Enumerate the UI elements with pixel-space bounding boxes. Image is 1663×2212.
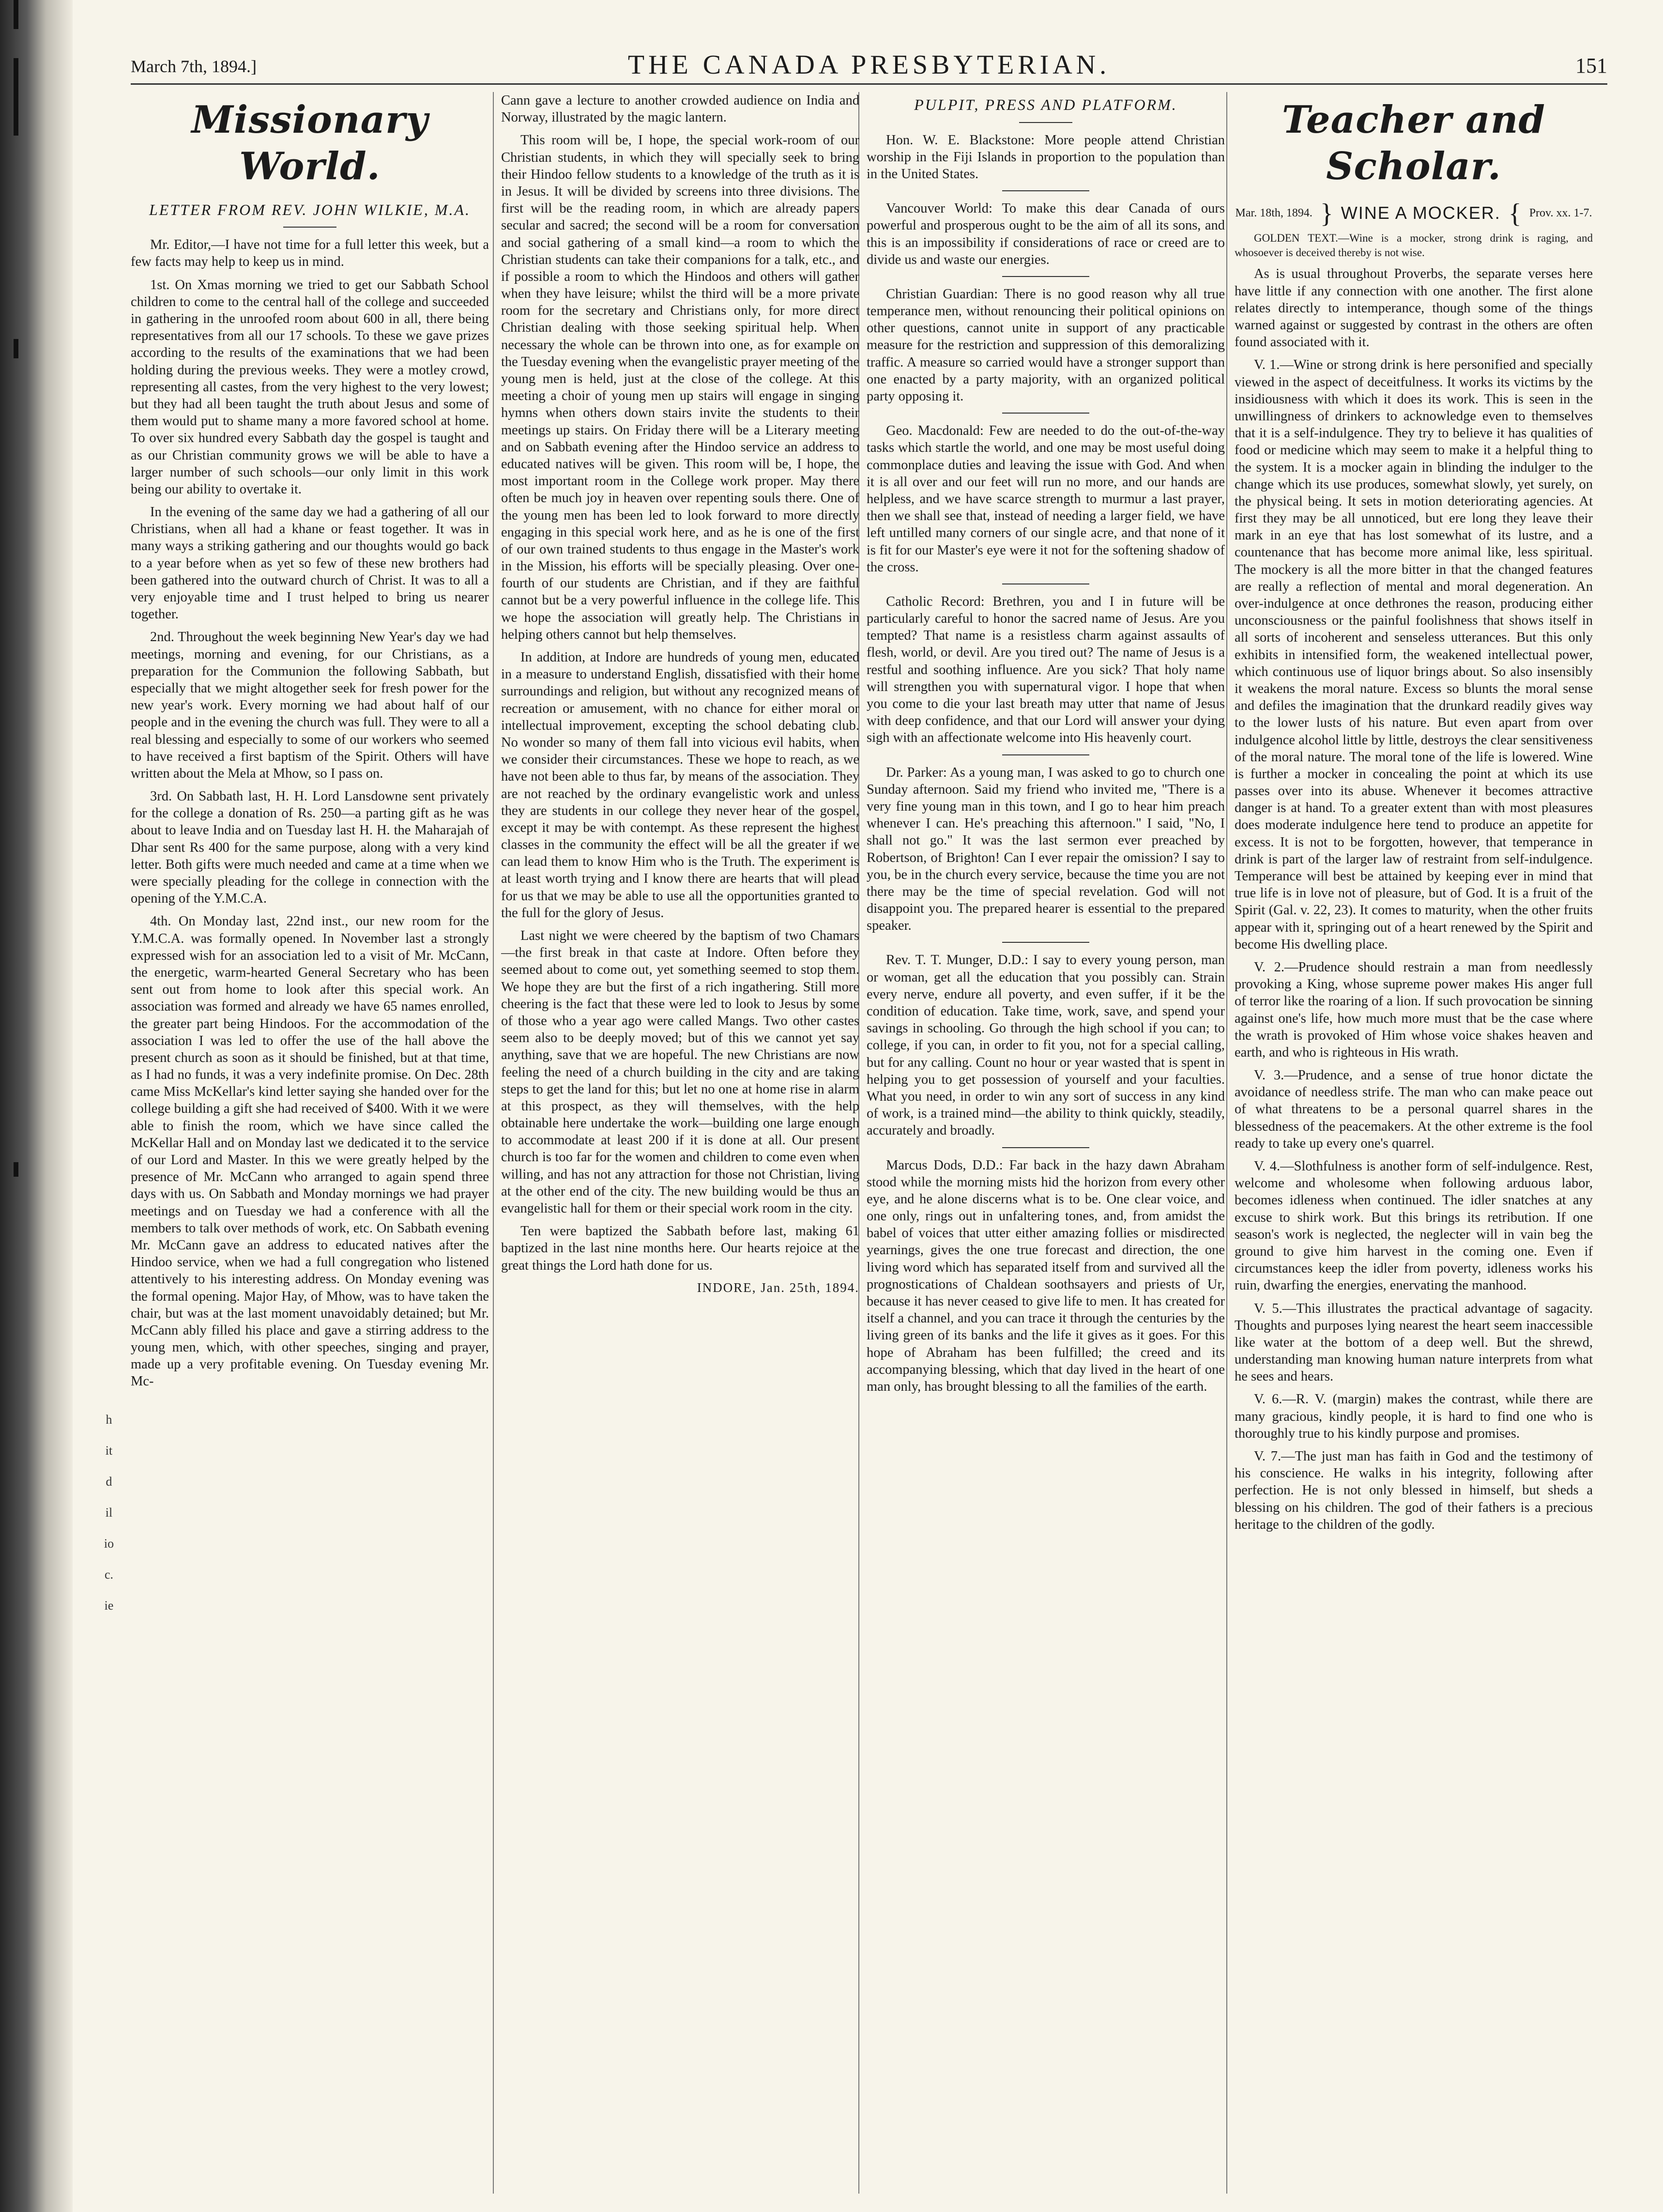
paragraph: 1st. On Xmas morning we tried to get our Sabbath School children to come to the central hall of the college and succeeded in gathering in the unroofed room about 600 in all, there being representatives from all our 17 schools. To these we gave prizes according to the results of the examinations that we had been holding during the previous weeks. They were a motley crowd, representing all castes, from the very highest to the very lowest; but they had all been taught the truth about Jesus and some of them would put to shame many a more favored school at home. To over six hundred every Sabbath day the gospel is taught and as our Christian community grows we will be able to have a larger number of such schools—our only limit in this work being our ability to overtake it. (131, 277, 489, 497)
divider (1002, 276, 1089, 277)
brace-left: } (1320, 198, 1333, 229)
page-header (131, 49, 1607, 85)
lesson-title: WINE A MOCKER. (1341, 203, 1501, 223)
section-heading: Teacher and Scholar. (1282, 98, 1546, 189)
divider (1002, 942, 1089, 943)
divider (283, 227, 336, 228)
letter-signoff: INDORE, Jan. 25th, 1894. (697, 1280, 859, 1295)
paragraph: In addition, at Indore are hundreds of young men, educated in a measure to understand English, dissatisfied with their home surroundings and religion, but without any recognized means of recreation or amusement, with no chance for either moral or intellectual improvement, excepting the school debating club. No wonder so many of them fall into vicious evil habits, when we consider their circumstances. These we hope to reach, as we have not been able to thus far, by means of the association. They are not reached by the ordinary evangelistic work and unless they are students in our college they never hear of the gospel, except it may be with contempt. As these represent the highest classes in the community the effect will be all the greater if we can lead them to know Him who is the Truth. The experiment is at least worth trying and I know there are hearts that will plead for us that we may be able to use all the opportunities granted to the full for the glory of Jesus. (501, 650, 859, 921)
paragraph: 4th. On Monday last, 22nd inst., our new room for the Y.M.C.A. was formally opened. In November last a strongly expressed wish for an association led to a visit of Mr. McCann, the energetic, warm-hearted General Secretary who has been sent out from home to look after this special work. An association was formed and already we have 65 names enrolled, the greater part being Hindoos. For the accommodation of the association I was led to offer the use of the hall above the present church as soon as it should be finished, but at that time, as I had no funds, it was a very indefinite promise. On Dec. 28th came Miss McKellar's kind letter saying she handed over for the college building a gift she had received of $400. With it we were able to finish the room, which we have since called the McKellar Hall and on Monday last we dedicated it to the service of our Lord and Master. In this we were greatly helped by the presence of Mr. McCann who arranged to again spend three days with us. On Sabbath and Monday mornings we had prayer meetings and on Tuesday we had a conference with all the members to talk over methods of work, etc. On Sabbath evening Mr. McCann gave an address to educated natives after the Hindoo service, when we had a full congregation who listened attentively to his interesting address. On Monday evening was the formal opening. Major Hay, of Mhow, was to have taken the chair, but was at the last moment unavoidably detained; but Mr. McCann ably filled his place and gave a stirring address to the young men, which, with other speeches, singing and prayer, made up a very profitable evening. On Tuesday evening Mr. Mc- (131, 914, 489, 1389)
quote-item: Dr. Parker: As a young man, I was asked to go to church one Sunday afternoon. Said my friend who invited me, "There is a very fine young man in this town, and I go to hear him preach whenever I can. He's preaching this afternoon." I said, "No, I shall not go." It was the last sermon ever preached by Robertson, of Brighton! Can I ever repair the omission? I say to you, be in the church every service, because the time you are not there may be the time of special revelation. God will not disappoint you. The prepared hearer is essential to the prepared speaker. (867, 765, 1225, 934)
paragraph: 2nd. Throughout the week beginning New Year's day we had meetings, morning and evening, for our Christians, as a preparation for the Communion the following Sabbath, but especially that we might altogether seek for fresh power for the new year's work. Every morning we had about half of our people and in the evening the church was full. They were to all a real blessing and especially to some of our workers who seemed to have received a first baptism of the Spirit. Others will have written about the Mela at Mhow, so I pass on. (131, 630, 489, 781)
paragraph: This room will be, I hope, the special work-room of our Christian students, in which they will specially seek to bring their Hindoo fellow students to a knowledge of the truth as it is in Jesus. It will be divided by screens into three divisions. The first will be the reading room, in which are already papers secular and sacred; the second will be a room for conversation and social gathering of a small kind—a room to which the Christian students can take their companions for a talk, etc., and if possible a room to which the Hindoos and others will gather when they have leisure; whilst the third will be a more private room for the secretary and Christians only, for more direct Christian dealing with those seeking spiritual help. When necessary the whole can be thrown into one, as for example on the Tuesday evening when the evangelistic prayer meeting of the young men is held, just at the close of the college. At this meeting a choir of young men up stairs will engage in singing hymns when others down stairs invite the students to their meetings up stairs. On Friday there will be a Literary meeting and on Sabbath evening after the Hindoo service an address to educated natives will be given. This room will be, I hope, the most important room in the College work proper. May there often be much joy in heaven over repenting souls there. One of the young men has been led to look forward to more directly engaging in this special work here, and as he is one of the first of our own trained students to thus engage in the Master's work in the Mission, his efforts will be specially pleasing. Over one-fourth of our students are Christian, and if they are faithful cannot but be a very powerful influence in the college life. This we hope the association will greatly help. The Christians in helping others cannot but help themselves. (501, 133, 859, 642)
gutter-letter: io (104, 1536, 114, 1551)
paragraph: In the evening of the same day we had a gathering of all our Christians, when all had a khane or feast together. It was in many ways a striking gathering and our thoughts would go back to a year before when as yet so few of these new brothers had been gathered into the outward church of Christ. It was to all a very enjoyable time and I trust helped to bring us nearer together. (131, 505, 489, 622)
scan-edge (0, 0, 73, 2212)
divider (1019, 122, 1072, 123)
column-divider (493, 92, 494, 2194)
quote-item: Vancouver World: To make this dear Canada of ours powerful and prosperous ought to be the aim of all its sons, and this is an impossibility if considerations of race or creed are to divide us and waste our energies. (867, 201, 1225, 267)
paragraph: As is usual throughout Proverbs, the separate verses here have little if any connection with one another. The first alone relates directly to intemperance, though some of the things warned against or suggested by contrast in the others are often found associated with it. (1235, 266, 1593, 350)
divider (1002, 413, 1089, 414)
divider (1002, 754, 1089, 755)
gutter-letter: ie (104, 1598, 114, 1613)
brace-right: { (1508, 198, 1522, 229)
paragraph: V. 4.—Slothfulness is another form of self-indulgence. Rest, welcome and wholesome when following arduous labor, becomes idleness when continued. The idler snatches at any excuse to shirk work. But this brings its retribution. If one season's work is neglected, the neglecter will in vain beg the ground to give him harvest in the coming one. Even if circumstances keep the idler from poverty, idleness works his ruin, dwarfing the energies, enervating the manhood. (1235, 1159, 1593, 1293)
lesson-date: Mar. 18th, 1894. (1235, 206, 1312, 219)
paragraph: V. 1.—Wine or strong drink is here personified and specially viewed in the aspect of deceitfulness. It works its victims by the insidiousness with which it does its work. This is seen in the unwillingness of drinkers to acknowledge even to themselves that it is a self-indulgence. They try to believe it has qualities of food or medicine which may seem to make it a helpful thing to the system. It is a mocker again in blinding the indulger to the change which its use produces, somewhat slowly, yet surely, on the physical being. It sets in motion deteriorating agencies. At first they may be all unnoticed, but ere long they leave their mark in an eye that has lost somewhat of its lustre, and a countenance that has become more animal like, less spiritual. The mockery is all the more bitter in that the changed features are really a reflection of mental and moral degeneration. An over-indulgence at once dethrones the reason, producing either unconsciousness or the painful foolishness that shows itself in all sorts of incoherent and senseless utterances. But this only exhibits in intensified form, the weakened intellectual power, which continuous use of liquor brings about. So also insensibly it weakens the moral nature. Excess so blunts the moral sense and defiles the imagination that the drunkard readily gives way to the lower lusts of his nature. But even apart from over indulgence alcohol little by little, destroys the clear sensitiveness of the moral nature. The moral tone of the life is lowered. Wine is further a mocker in concealing the point at which its use passes over into its abuse. Whenever it becomes attractive danger is at hand. To a greater extent than with most pleasures does moderate indulgence here tend to produce an appetite for excess. It is not to be forgotten, however, that temperance in drink is part of the larger law of restraint from self-indulgence. Temperance will best be attained by keeping ever in mind that true life is in love not of pleasure, but of God. It is a fruit of the Spirit (Gal. v. 22, 23). It comes to maturity, when the other fruits appear with it, springing out of a heart renewed by the Spirit and become His dwelling place. (1235, 357, 1593, 952)
lesson-reference: Prov. xx. 1-7. (1529, 206, 1592, 219)
gutter-letters (99, 1404, 119, 1621)
gutter-letter: h (106, 1413, 112, 1427)
gutter-letter: c. (104, 1567, 114, 1582)
section-heading: PULPIT, PRESS AND PLATFORM. (914, 96, 1177, 113)
paragraph: 3rd. On Sabbath last, H. H. Lord Lansdowne sent privately for the college a donation of Rs. 250—a parting gift as he was about to leave India and on Tuesday last H. H. the Maharajah of Dhar sent Rs 400 for the same purpose, along with a very kind letter. Both gifts were much needed and came at a time when we were specially pleading for the college in connection with the opening of the Y.M.C.A. (131, 789, 489, 906)
paragraph: V. 6.—R. V. (margin) makes the contrast, while there are many gracious, kindly people, it is hard to find one who is thoroughly true to his kindly purpose and promises. (1235, 1392, 1593, 1441)
lesson-header (1235, 200, 1593, 227)
divider (1002, 190, 1089, 191)
paragraph: Mr. Editor,—I have not time for a full letter this week, but a few facts may help to keep us in mind. (131, 237, 489, 270)
column-teacher-and-scholar (1235, 92, 1593, 2203)
quote-item: Rev. T. T. Munger, D.D.: I say to every young person, man or woman, get all the education that you possibly can. Strain every nerve, endure all poverty, and even suffer, if it be the condition of education. Take time, work, save, and spend your savings in schooling. Go through the high school if you can; to college, if you can, in order to fit you, not for a special calling, but for any calling. Count no hour or year wasted that is spent in helping you to get possession of yourself and your faculties. What you need, in order to win any sort of success in any kind of work, is a trained mind—the ability to think quickly, steadily, accurately and broadly. (867, 952, 1225, 1138)
gutter-letter: d (106, 1475, 112, 1489)
paragraph: V. 5.—This illustrates the practical advantage of sagacity. Thoughts and purposes lying nearest the heart seem inaccessible like water at the bottom of a deep well. But the shrewd, understanding man knowing human nature interprets from what he sees and hears. (1235, 1301, 1593, 1384)
column-letter-continued (501, 92, 859, 2203)
paragraph: V. 3.—Prudence, and a sense of true honor dictate the avoidance of needless strife. The man who can make peace out of what threatens to be a personal quarrel shares in the blessedness of the peacemakers. At the other extreme is the fool ready to take up every one's quarrel. (1235, 1068, 1593, 1151)
gutter-letter: il (105, 1505, 113, 1520)
column-pulpit-press-platform (867, 92, 1225, 2203)
paragraph: Cann gave a lecture to another crowded audience on India and Norway, illustrated by the magic lantern. (501, 93, 859, 125)
issue-date: March 7th, 1894.] (131, 57, 257, 76)
quote-item: Catholic Record: Brethren, you and I in future will be particularly careful to honor the sacred name of Jesus. Are you tempted? That name is a resistless charm against assaults of flesh, world, or devil. Are you tired out? The name of Jesus is a restful and soothing influence. Are you sick? That holy name will strengthen you with supernatural vigor. I hope that when you come to die your last breath may utter that name of Jesus with deep confidence, and that our Lord will answer your dying sigh with an affectionate welcome into His heavenly court. (867, 594, 1225, 746)
letter-title: LETTER FROM REV. JOHN WILKIE, M.A. (149, 200, 471, 218)
column-missionary-world (131, 92, 489, 2203)
paragraph: Ten were baptized the Sabbath before last, making 61 baptized in the last nine months here. Our hearts rejoice at the great things the Lord hath done for us. (501, 1224, 859, 1273)
divider (1002, 1147, 1089, 1148)
paragraph: Last night we were cheered by the baptism of two Chamars—the first break in that caste at Indore. Often before they seemed about to come out, yet something seemed to stop them. We hope they are but the first of a rich ingathering. Still more cheering is the fact that these were led to look to Jesus by some of those who a year ago were called Mangs. Two other castes seem also to be deeply moved; but of this we cannot yet say anything, save that we are hopeful. The new Christians are now feeling the need of a church building in the city and are taking steps to get the land for this; but let no one at home rise in alarm at this prospect, as they will themselves, with the help obtainable here undertake the work—building one large enough to accommodate at least 200 if it is done at all. Our present church is too far for the women and children to come even when willing, and has not any attraction for those not Christian, living at the other end of the city. The new building would be thus an evangelistic hall for them or their special work room in the city. (501, 928, 859, 1216)
quote-item: Marcus Dods, D.D.: Far back in the hazy dawn Abraham stood while the morning mists hid the horizon from every other eye, and he alone discerns what is to be. One clear voice, and one only, rings out in unfaltering tones, and, from amidst the babel of voices that utter either amazing follies or misdirected yearnings, gives the one true forecast and direction, the one living word which has separated itself from and survived all the prognostications of Chaldean soothsayers and priests of Ur, because it has never ceased to give life to men. It has created for itself a channel, and you can trace it through the centuries by the living green of its banks and the life it gives as it goes. For this hope of Abraham has been fulfilled; the creed and its accompanying blessing, which that day lived in the heart of one man only, has brought blessing to all the families of the earth. (867, 1157, 1225, 1394)
paragraph: V. 2.—Prudence should restrain a man from needlessly provoking a King, whose supreme power makes His anger full of terror like the roaring of a lion. If such provocation be sinning against one's life, how much more must that be the case where the wrath is provoked of Him whose voice shakes heaven and earth, and who is righteous in His wrath. (1235, 959, 1593, 1060)
quote-item: Geo. Macdonald: Few are needed to do the out-of-the-way tasks which startle the world, and one may be most useful doing commonplace duties and leaving the issue with God. And when it is all over and our feet will run no more, and our hands are helpless, and we have scarce strength to murmur a last prayer, then we shall see that, instead of needing a larger field, we have left untilled many corners of our single acre, and that none of it is fit for our Master's eye were it not for the softening shadow of the cross. (867, 423, 1225, 575)
page-number: 151 (1575, 54, 1607, 77)
golden-text: GOLDEN TEXT.—Wine is a mocker, strong drink is raging, and whosoever is deceived thereby is not wise. (1235, 231, 1593, 259)
column-divider (1226, 92, 1227, 2194)
gutter-letter: it (105, 1444, 113, 1458)
paragraph: V. 7.—The just man has faith in God and the testimony of his conscience. He walks in his integrity, following after perfection. He is not only blessed in himself, but sheds a blessing on his children. The god of their fathers is a precious heritage to the children of the godly. (1235, 1449, 1593, 1532)
newspaper-title: THE CANADA PRESBYTERIAN. (627, 50, 1111, 80)
section-heading: Missionary World. (191, 98, 428, 189)
quote-item: Christian Guardian: There is no good reason why all true temperance men, without renouncing their political opinions on other questions, cannot unite in support of any practicable measure for the restriction and suppression of this demoralizing traffic. A measure so carried would have a stronger support than one enacted by a party majority, with an organized political party opposing it. (867, 286, 1225, 404)
quote-item: Hon. W. E. Blackstone: More people attend Christian worship in the Fiji Islands in proportion to the population than in the United States. (867, 132, 1225, 182)
